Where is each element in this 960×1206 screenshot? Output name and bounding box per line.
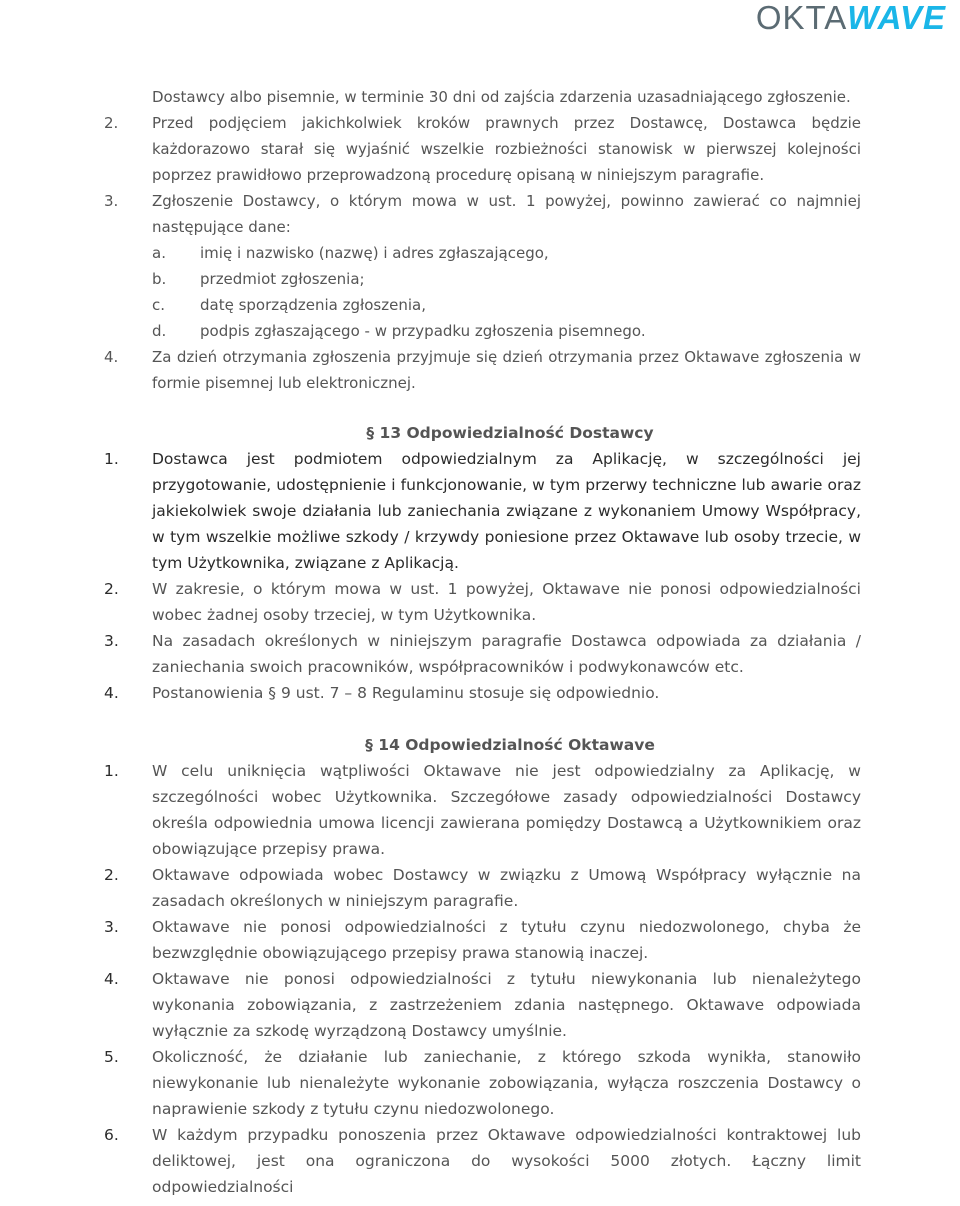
sub-list-item-letter: a.: [152, 244, 166, 262]
list-item: [0, 576, 960, 628]
list-item: [0, 966, 960, 1044]
sub-list-item: [0, 318, 960, 344]
list-item-number: 3.: [104, 918, 119, 936]
sub-list-item: [0, 292, 960, 318]
list-item-text: Przed podjęciem jakichkolwiek kroków prawnych przez Dostawcę, Dostawca będzie każdorazowo starał się wyjaśnić wszelkie rozbieżności stanowisk w pierwszej kolejności poprzez prawidłowo przeprowadzoną procedurę opisaną w niniejszym paragrafie.: [152, 114, 861, 184]
list-item-number: 1.: [104, 450, 119, 468]
logo-text-okta: OKTA: [755, 0, 848, 36]
oktawave-logo: [756, 0, 946, 36]
list-item: [0, 862, 960, 914]
sub-list-item-text: imię i nazwisko (nazwę) i adres zgłaszającego,: [200, 244, 549, 262]
list-item-number: 4.: [104, 970, 119, 988]
paragraph-continuation: [0, 84, 960, 110]
list-item: [0, 188, 960, 240]
list-item-number: 2.: [104, 580, 119, 598]
list-item-text: Oktawave nie ponosi odpowiedzialności z tytułu czynu niedozwolonego, chyba że bezwzględnie obowiązującego przepisy prawa stanowią inaczej.: [152, 918, 861, 962]
sub-list-item-text: przedmiot zgłoszenia;: [200, 270, 365, 288]
section-heading: § 14 Odpowiedzialność Oktawave: [365, 736, 655, 754]
list-item-number: 2.: [104, 114, 119, 132]
list-item: [0, 680, 960, 706]
list-item-number: 4.: [104, 684, 119, 702]
logo-text-wave: WAVE: [847, 0, 946, 36]
list-item-number: 1.: [104, 762, 119, 780]
list-item-text: Dostawca jest podmiotem odpowiedzialnym za Aplikację, w szczególności jej przygotowanie, udostępnienie i funkcjonowanie, w tym przerwy techniczne lub awarie oraz jakiekolwiek swoje działania lub zaniechania związane z wykonaniem Umowy Współpracy, w tym wszelkie możliwe szkody / krzywdy poniesione przez Oktawave lub osoby trzecie, w tym Użytkownika, związane z Aplikacją.: [152, 450, 861, 572]
sub-list-item-letter: d.: [152, 322, 167, 340]
list-item-text: Zgłoszenie Dostawcy, o którym mowa w ust. 1 powyżej, powinno zawierać co najmniej następujące dane:: [152, 192, 861, 236]
list-item-text: Oktawave nie ponosi odpowiedzialności z tytułu niewykonania lub nienależytego wykonania zobowiązania, z zastrzeżeniem zdania następnego. Oktawave odpowiada wyłącznie za szkodę wyrządzoną Dostawcy umyślnie.: [152, 970, 861, 1040]
list-item: [0, 1044, 960, 1122]
list-item-number: 2.: [104, 866, 119, 884]
list-item: [0, 344, 960, 396]
section-13: [0, 420, 960, 706]
section-14: [0, 732, 960, 1200]
list-item-text: Oktawave odpowiada wobec Dostawcy w związku z Umową Współpracy wyłącznie na zasadach określonych w niniejszym paragrafie.: [152, 866, 861, 910]
list-item: [0, 110, 960, 188]
list-item-text: W każdym przypadku ponoszenia przez Oktawave odpowiedzialności kontraktowej lub deliktowej, jest ona ograniczona do wysokości 5000 złotych. Łączny limit odpowiedzialności: [152, 1126, 861, 1196]
section-heading: § 13 Odpowiedzialność Dostawcy: [366, 424, 654, 442]
list-item-number: 3.: [104, 632, 119, 650]
list-item-number: 5.: [104, 1048, 119, 1066]
list-item: [0, 758, 960, 862]
sub-list-item: [0, 266, 960, 292]
sub-list-item-letter: b.: [152, 270, 167, 288]
list-item-text: Okoliczność, że działanie lub zaniechanie, z którego szkoda wynikła, stanowiło niewykonanie lub nienależyte wykonanie zobowiązania, wyłącza roszczenia Dostawcy o naprawienie szkody z tytułu czynu niedozwolonego.: [152, 1048, 861, 1118]
sub-list-item-letter: c.: [152, 296, 166, 314]
list-item: [0, 1122, 960, 1200]
list-item-number: 3.: [104, 192, 119, 210]
list-item-text: Postanowienia § 9 ust. 7 – 8 Regulaminu stosuje się odpowiednio.: [152, 684, 660, 702]
document-page: [0, 84, 960, 1200]
list-item: [0, 628, 960, 680]
list-item-text: W celu uniknięcia wątpliwości Oktawave nie jest odpowiedzialny za Aplikację, w szczególności wobec Użytkownika. Szczegółowe zasady odpowiedzialności Dostawcy określa odpowiednia umowa licencji zawierana pomiędzy Dostawcą a Użytkownikiem oraz obowiązujące przepisy prawa.: [152, 762, 861, 858]
sub-list-item-text: podpis zgłaszającego - w przypadku zgłoszenia pisemnego.: [200, 322, 646, 340]
list-item: [0, 914, 960, 966]
paragraph-text: Dostawcy albo pisemnie, w terminie 30 dni od zajścia zdarzenia uzasadniającego zgłoszenie.: [152, 88, 851, 106]
list-item: [0, 446, 960, 576]
sub-list-item-text: datę sporządzenia zgłoszenia,: [200, 296, 426, 314]
list-item-text: Na zasadach określonych w niniejszym paragrafie Dostawca odpowiada za działania / zaniechania swoich pracowników, współpracowników i podwykonawców etc.: [152, 632, 861, 676]
list-item-text: Za dzień otrzymania zgłoszenia przyjmuje się dzień otrzymania przez Oktawave zgłoszenia w formie pisemnej lub elektronicznej.: [152, 348, 861, 392]
list-item-number: 6.: [104, 1126, 119, 1144]
list-item-number: 4.: [104, 348, 119, 366]
sub-list-item: [0, 240, 960, 266]
list-item-text: W zakresie, o którym mowa w ust. 1 powyżej, Oktawave nie ponosi odpowiedzialności wobec żadnej osoby trzeciej, w tym Użytkownika.: [152, 580, 861, 624]
